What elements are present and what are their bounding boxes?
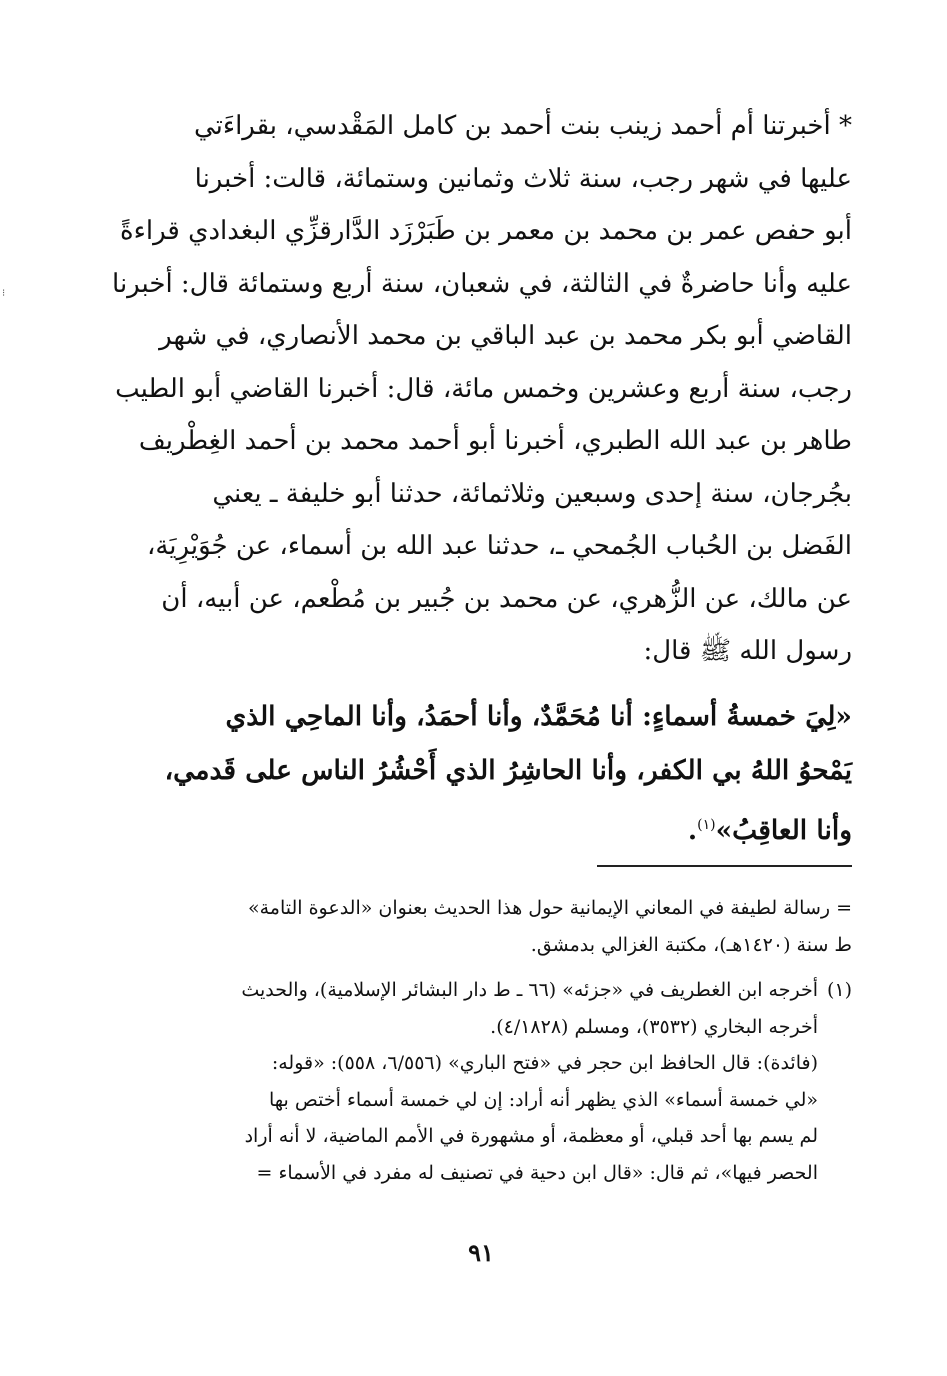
- footnote-marker: (١): [826, 979, 852, 1001]
- footnote-line: أخرجه البخاري (٣٥٣٢)، ومسلم (٤/١٨٢٨).: [490, 1015, 818, 1038]
- hadith-end-punctuation: .: [687, 814, 698, 846]
- footnote-line: (فائدة): قال الحافظ ابن حجر في «فتح الباري» (٦/٥٥٦، ٥٥٨): «قوله:: [271, 1052, 818, 1074]
- hadith-text: [110, 690, 852, 858]
- hadith-line: «لِيَ خمسةُ أسماءٍ: أنا مُحَمَّدٌ، وأنا أحمَدُ، وأنا الماحِي الذي: [225, 700, 852, 732]
- footnote-line: لم يسم بها أحد قبلي، أو معظمة، أو مشهورة في الأمم الماضية، لا أنه أراد: [244, 1125, 818, 1147]
- book-page: [110, 100, 852, 1320]
- text-line: عن مالك، عن الزُّهري، عن محمد بن جُبير بن مُطْعم، عن أبيه، أن: [161, 583, 852, 614]
- footnote-line: «لي خمسة أسماء» الذي يظهر أنه أراد: إن لي خمسة أسماء أختص بها: [269, 1088, 818, 1111]
- text-line: الفَضل بن الحُباب الجُمحي ـ، حدثنا عبد الله بن أسماء، عن جُوَيْرِيَة،: [146, 531, 852, 561]
- hadith-line: يَمْحوُ اللهُ بي الكفر، وأنا الحاشِرُ الذي أَحْشُرُ الناس على قَدمي،: [164, 754, 852, 786]
- footnote-separator: [597, 865, 852, 867]
- footnote-continuation: [110, 890, 852, 963]
- footnote-body: [110, 890, 852, 963]
- text-line: عليها في شهر رجب، سنة ثلاث وثمانين وستمائة، قالت: أخبرنا: [194, 163, 852, 194]
- hadith-line: [110, 798, 852, 858]
- text-line: رجب، سنة أربع وعشرين وخمس مائة، قال: أخبرنا القاضي أبو الطيب: [115, 373, 852, 404]
- footnotes: [110, 890, 852, 1200]
- footnote-reference[interactable]: (١): [697, 816, 716, 833]
- footnote-1: [110, 972, 852, 1191]
- hadith-line-text: وأنا العاقِبُ»: [715, 814, 852, 846]
- text-line: عليه وأنا حاضرةٌ في الثالثة، في شعبان، سنة أربع وستمائة قال: أخبرنا: [112, 268, 852, 299]
- scan-artifact-mark: ⁝: [2, 288, 6, 299]
- text-line: أبو حفص عمر بن محمد بن معمر بن طَبَرْزَد الدَّارقزِّي البغدادي قراءةً: [120, 216, 852, 246]
- footnote-body: [110, 972, 818, 1191]
- text-line: * أخبرتنا أم أحمد زينب بنت أحمد بن كامل المَقْدسي، بقراءَتي: [193, 111, 852, 141]
- text-line: طاهر بن عبد الله الطبري، أخبرنا أبو أحمد محمد بن أحمد الغِطْريف: [138, 426, 852, 456]
- text-line: القاضي أبو بكر محمد بن عبد الباقي بن محمد الأنصاري، في شهر: [159, 321, 852, 351]
- page-number: ٩١: [468, 1238, 494, 1267]
- footnote-line: الحصر فيها»، ثم قال: «قال ابن دحية في تصنيف له مفرد في الأسماء =: [256, 1161, 818, 1184]
- footnote-line: أخرجه ابن الغطريف في «جزئه» (٦٦ ـ ط دار البشائر الإسلامية)، والحديث: [241, 979, 818, 1001]
- text-line: رسول الله ﷺ قال:: [643, 636, 852, 666]
- narration-paragraph: [110, 100, 852, 678]
- footnote-line: ط سنة (١٤٢٠هـ)، مكتبة الغزالي بدمشق.: [530, 933, 852, 956]
- text-line: بجُرجان، سنة إحدى وسبعين وثلاثمائة، حدثنا أبو خليفة ـ يعني: [212, 478, 852, 509]
- footnote-line: = رسالة لطيفة في المعاني الإيمانية حول هذا الحديث بعنوان «الدعوة التامة»: [247, 897, 852, 919]
